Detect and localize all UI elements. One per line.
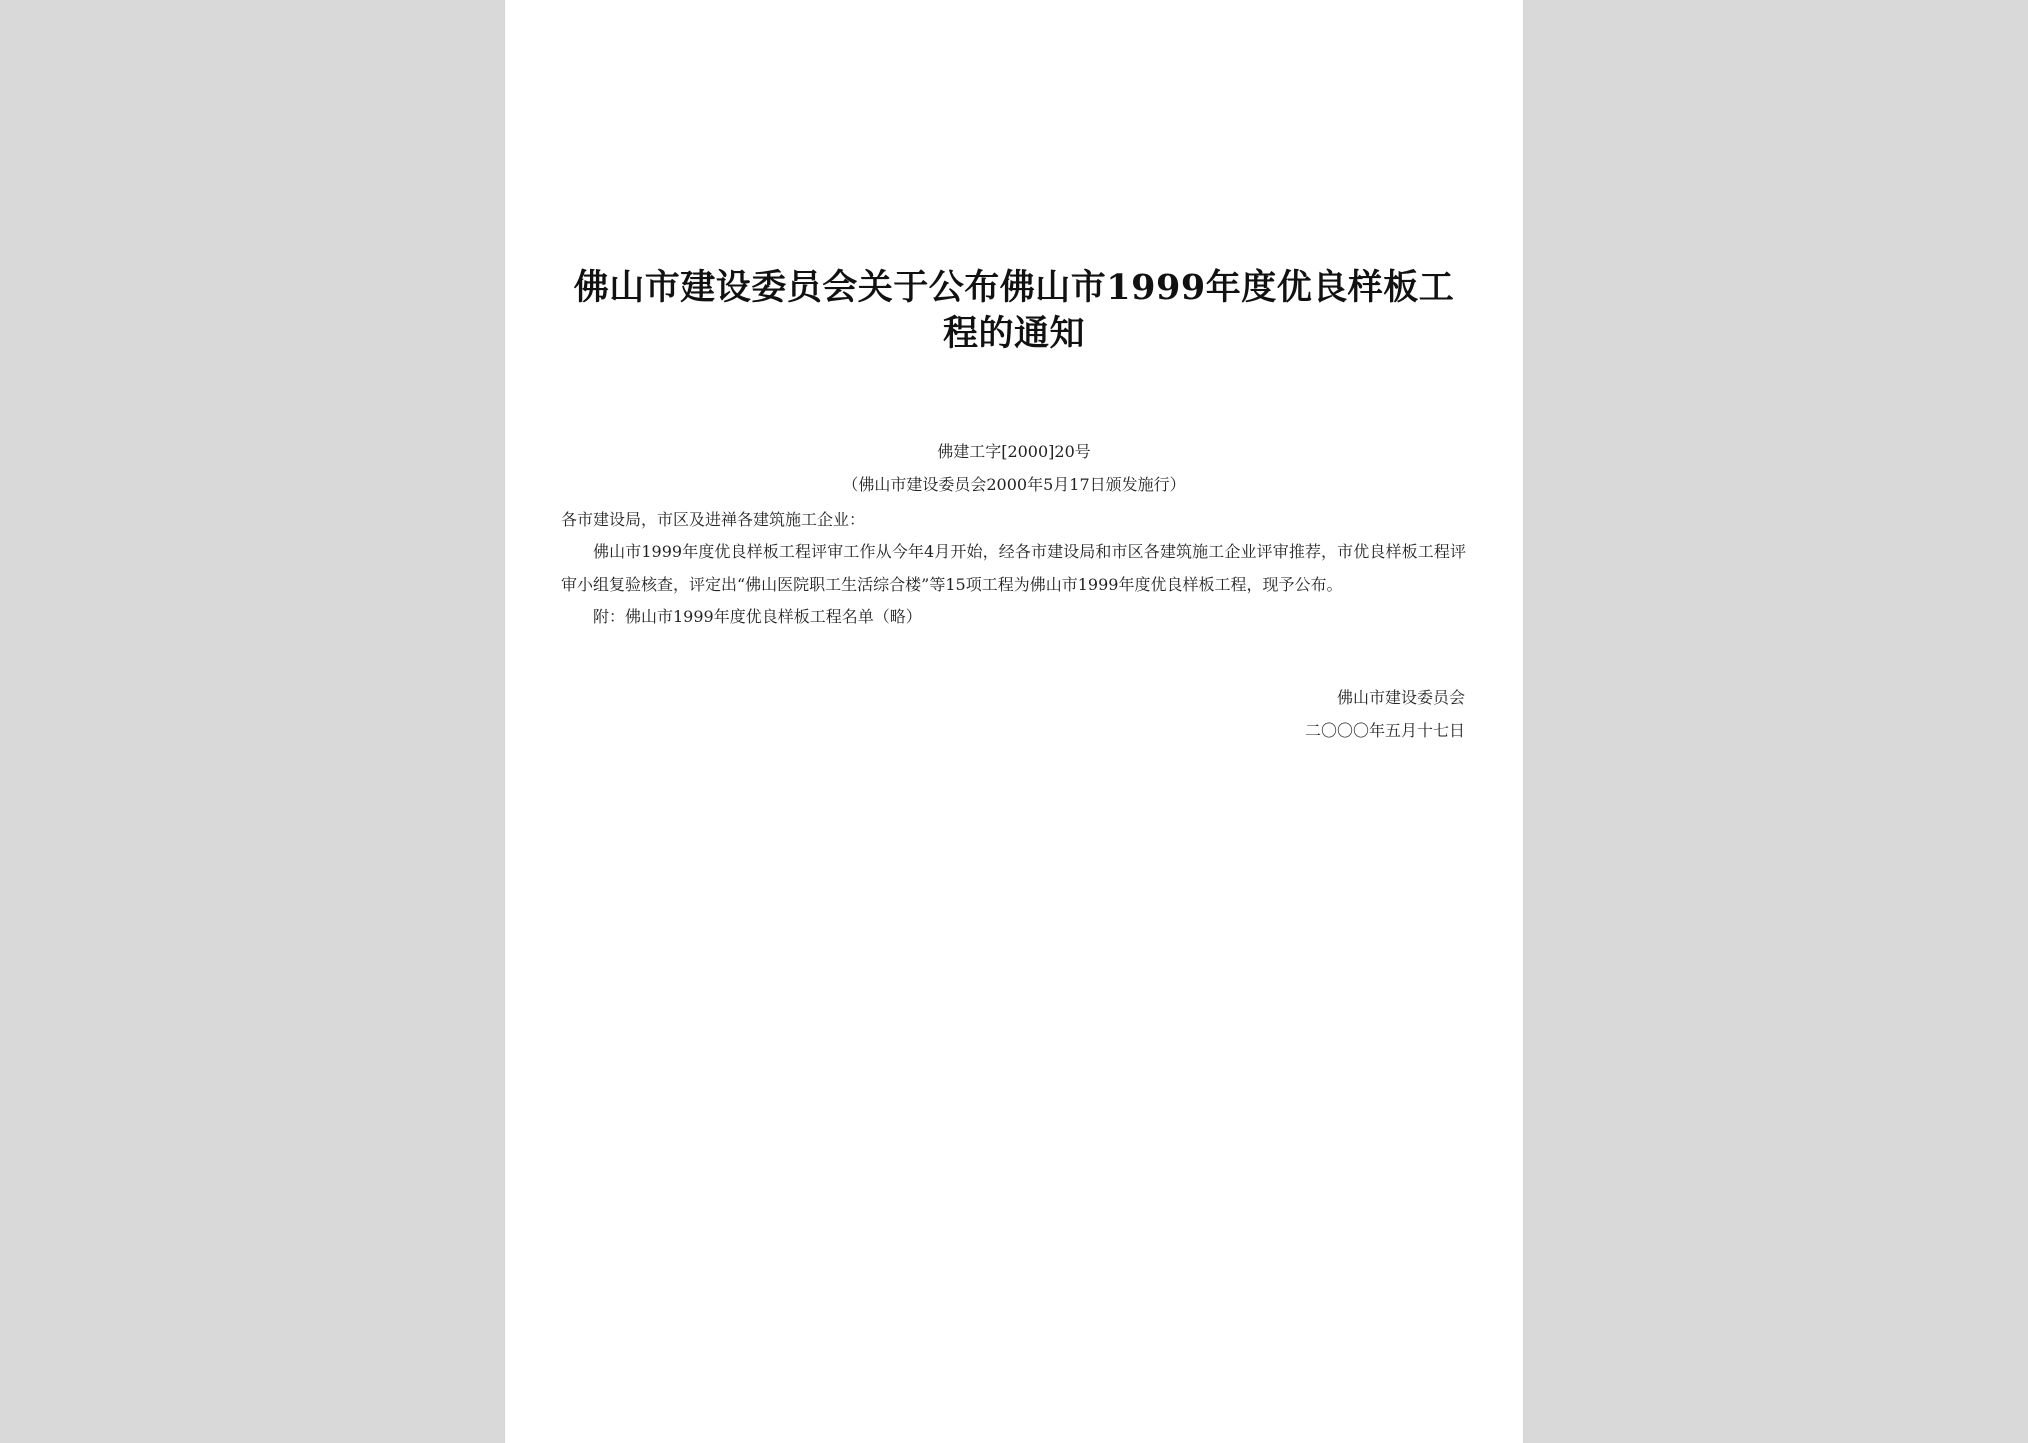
signature-date: 二〇〇〇年五月十七日 xyxy=(1304,721,1465,740)
attachment-line: 附：佛山市1999年度优良样板工程名单（略） xyxy=(593,607,922,626)
document-number: 佛建工字[2000]20号 xyxy=(937,442,1091,461)
body-paragraph: 佛山市1999年度优良样板工程评审工作从今年4月开始，经各市建设局和市区各建筑施工企业评审推荐，市优良样板工程评审小组复验核查，评定出“佛山医院职工生活综合楼”等15项工程为佛山市1999年度优良样板工程，现予公布。 xyxy=(561,542,1466,594)
signature-organization: 佛山市建设委员会 xyxy=(1336,688,1465,707)
issuance-note: （佛山市建设委员会2000年5月17日颁发施行） xyxy=(842,475,1186,494)
document-page xyxy=(505,0,1523,1443)
addressee-line: 各市建设局，市区及进禅各建筑施工企业： xyxy=(561,510,866,529)
document-title: 佛山市建设委员会关于公布佛山市1999年度优良样板工程的通知 xyxy=(573,267,1455,354)
